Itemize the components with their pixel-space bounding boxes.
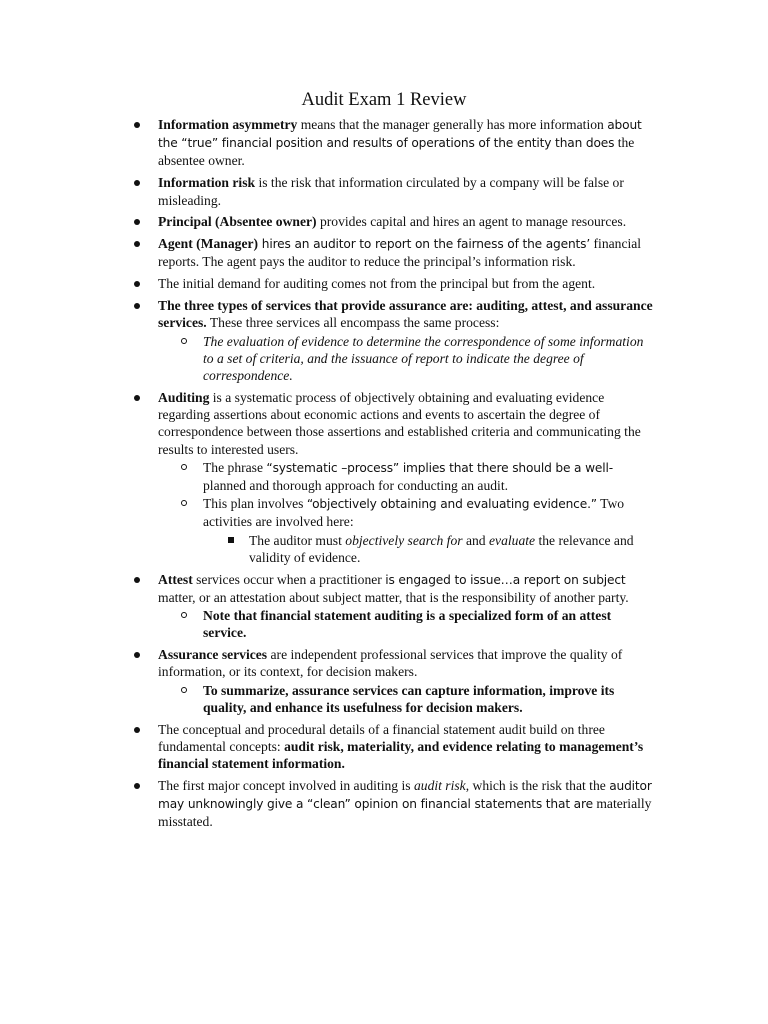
sub-item-text: planned and thorough approach for conducting an audit. xyxy=(203,477,509,493)
term: Principal (Absentee owner) xyxy=(158,214,317,230)
list-item xyxy=(0,116,658,170)
term: Assurance services xyxy=(158,647,268,663)
circle-bullet-icon xyxy=(181,464,187,470)
emphasis-text: audit risk xyxy=(413,777,466,793)
item-text: is engaged to issue…a report on subject xyxy=(385,572,626,587)
page-title: Audit Exam 1 Review xyxy=(301,90,467,110)
item-text: materially misstated. xyxy=(158,796,652,830)
list-item xyxy=(0,777,658,831)
item-text: The first major concept involved in auditing is xyxy=(158,777,414,793)
list-item xyxy=(0,571,658,642)
list-item xyxy=(0,646,658,716)
item-text: is the risk that information circulated by a company will be false or misleading. xyxy=(158,175,624,208)
bullet-icon xyxy=(134,241,140,247)
sub-item-text: Two activities are involved here: xyxy=(203,496,625,530)
circle-bullet-icon xyxy=(181,500,187,506)
sub-item-text: This plan involves xyxy=(203,496,307,512)
item-text: the absentee owner. xyxy=(158,135,635,169)
term: Auditing xyxy=(158,389,210,405)
sub-item xyxy=(158,682,648,716)
list-item xyxy=(0,235,658,270)
sub-item-text: “systematic –process” implies that there should be a well- xyxy=(266,460,613,475)
bullet-icon xyxy=(134,652,140,658)
sub-item-text: The evaluation of evidence to determine the correspondence of some information to a set of criteria, and the issuance of report to indicate the degree of correspondence. xyxy=(203,333,644,384)
sub-sub-item xyxy=(203,532,649,566)
sub-item xyxy=(158,333,648,385)
term: Attest xyxy=(158,571,193,587)
circle-bullet-icon xyxy=(181,338,187,344)
list-item xyxy=(0,389,658,566)
item-text: services occur when a practitioner xyxy=(192,571,386,587)
circle-bullet-icon xyxy=(181,687,187,693)
item-text: about the “true” financial position and results of operations of the entity than does xyxy=(158,118,642,151)
item-text: matter, or an attestation about subject matter, that is the responsibility of another party. xyxy=(158,589,629,605)
item-text: is a systematic process of objectively obtaining and evaluating evidence regarding assertions about economic actions and events to ascertain the degree of correspondence between those assertions and established criteria and communicating the results to interested users. xyxy=(158,389,641,457)
term: Information risk xyxy=(158,175,256,191)
list-item xyxy=(0,275,658,292)
bullet-icon xyxy=(134,303,140,309)
item-text: provides capital and hires an agent to manage resources. xyxy=(316,214,627,230)
bullet-list xyxy=(0,116,768,835)
item-text: are independent professional services that improve the quality of information, or its context, for decision makers. xyxy=(158,647,623,680)
circle-bullet-icon xyxy=(181,612,187,618)
item-text: The initial demand for auditing comes not from the principal but from the agent. xyxy=(158,276,596,292)
item-text: These three services all encompass the same process: xyxy=(206,315,500,331)
bullet-icon xyxy=(134,219,140,225)
sub-item xyxy=(158,495,648,566)
sub-item xyxy=(158,459,648,494)
list-item xyxy=(0,174,658,208)
item-text: The conceptual and procedural details of a financial statement audit build on three fundamental concepts: xyxy=(158,721,605,754)
item-text: means that the manager generally has more information xyxy=(297,117,604,132)
bullet-icon xyxy=(134,281,140,287)
bullet-icon xyxy=(134,577,140,583)
bullet-icon xyxy=(134,727,140,733)
emphasis-text: objectively search for xyxy=(345,532,463,548)
term: Information asymmetry xyxy=(158,117,298,132)
bullet-icon xyxy=(134,395,140,401)
term: The three types of services that provide assurance are: auditing, attest, and assurance services. xyxy=(158,298,653,331)
sub-sub-item-text: and xyxy=(462,532,489,548)
item-text: financial reports. The agent pays the auditor to reduce the principal’s information risk. xyxy=(158,236,642,270)
square-bullet-icon xyxy=(228,537,234,543)
sub-item-text: Note that financial statement auditing is a specialized form of an attest service. xyxy=(203,608,612,641)
term: Agent (Manager) xyxy=(158,236,259,252)
bullet-icon xyxy=(134,122,140,128)
item-text: auditor may unknowingly give a “clean” opinion on financial statements that are xyxy=(158,778,652,812)
term: audit risk, materiality, and evidence relating to management’s financial statement information. xyxy=(158,738,644,772)
sub-sub-item-text: The auditor must xyxy=(249,532,346,548)
sub-sub-item-text: the relevance and validity of evidence. xyxy=(249,532,634,565)
sub-item-text: The phrase xyxy=(203,459,267,475)
bullet-icon xyxy=(134,783,140,789)
item-text: , which is the risk that the xyxy=(465,777,606,793)
item-text: hires an auditor to report on the fairness of the agents’ xyxy=(258,237,591,252)
sub-item xyxy=(158,607,648,641)
list-item xyxy=(0,297,658,384)
list-item xyxy=(0,721,658,773)
emphasis-text: evaluate xyxy=(489,532,536,548)
list-item xyxy=(0,213,658,230)
sub-item-text: “objectively obtaining and evaluating evidence.” xyxy=(306,497,597,512)
sub-item-text: To summarize, assurance services can capture information, improve its quality, and enhance its usefulness for decision makers. xyxy=(203,682,615,715)
bullet-icon xyxy=(134,180,140,186)
